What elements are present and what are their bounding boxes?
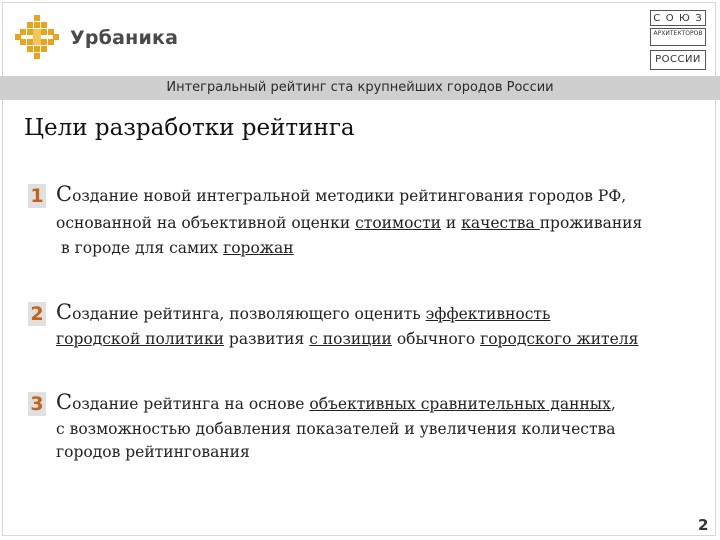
goal-line: Создание рейтинга на основе объективных сравнительных данных, — [56, 390, 616, 414]
architects-union-logo — [650, 10, 706, 70]
goal-line: городов рейтингования — [56, 443, 250, 461]
goal-line: основанной на объективной оценки стоимости и качества проживания — [56, 214, 643, 232]
union-logo-line1: С О Ю З — [650, 10, 706, 26]
urbanika-logo-icon — [14, 14, 60, 60]
goal-line: Создание рейтинга, позволяющего оценить эффективность — [56, 300, 551, 324]
goal-number: 2 — [28, 302, 46, 326]
header-banner: Интегральный рейтинг ста крупнейших городов России — [0, 76, 720, 100]
goal-number: 3 — [28, 392, 46, 416]
goal-line: городской политики развития с позиции обычного городского жителя — [56, 330, 639, 348]
union-logo-line3: РОССИИ — [650, 50, 706, 70]
brand-name: Урбаника — [70, 27, 179, 49]
goal-line: с возможностью добавления показателей и увеличения количества — [56, 420, 616, 438]
page-number: 2 — [698, 516, 709, 534]
slide-title: Цели разработки рейтинга — [24, 115, 355, 141]
union-logo-line2: АРХИТЕКТОРОВ — [650, 28, 706, 46]
goal-line: Создание новой интегральной методики рейтингования городов РФ, — [56, 182, 627, 206]
goal-number: 1 — [28, 184, 46, 208]
goal-line: в городе для самих горожан — [61, 239, 294, 257]
